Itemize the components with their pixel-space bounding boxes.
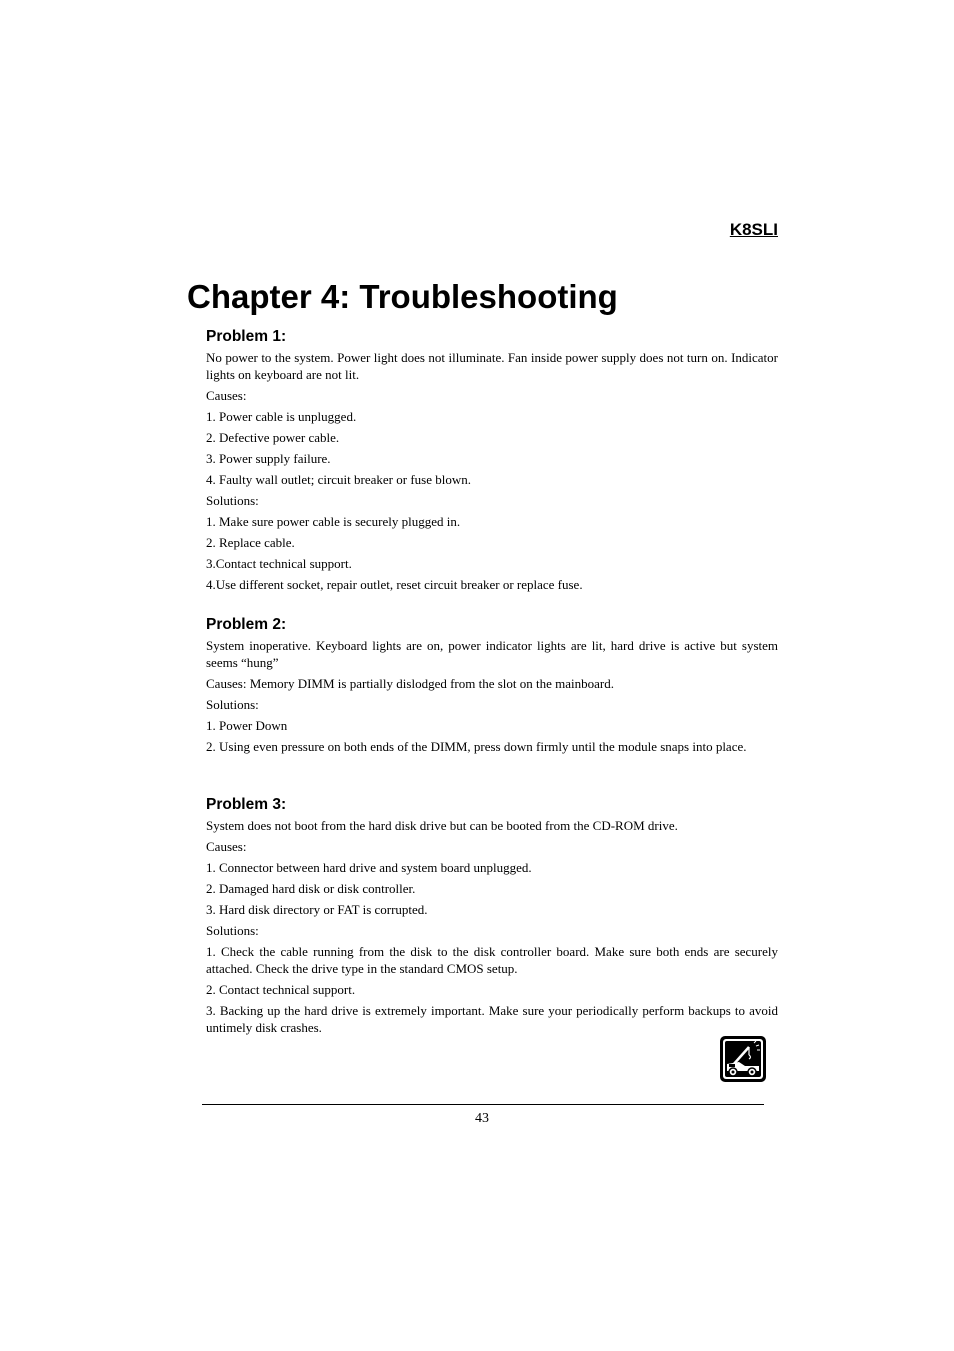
problem-1-section — [206, 328, 778, 597]
paragraph: 1. Power cable is unplugged. — [206, 409, 357, 424]
paragraph: 3.Contact technical support. — [206, 556, 352, 571]
problem-heading: Problem 2: — [206, 616, 287, 633]
paragraph: 1. Power Down — [206, 718, 288, 733]
paragraph: 2. Damaged hard disk or disk controller. — [206, 881, 416, 896]
paragraph: 2. Defective power cable. — [206, 430, 340, 445]
paragraph: System does not boot from the hard disk drive but can be booted from the CD-ROM drive. — [206, 818, 678, 833]
paragraph: 3. Power supply failure. — [206, 451, 331, 466]
footer-divider — [202, 1104, 764, 1105]
paragraph: 3. Backing up the hard drive is extremely important. Make sure your periodically perform backups to avoid untimely disk crashes. — [206, 1003, 778, 1035]
paragraph: Causes: — [206, 839, 247, 854]
problem-heading: Problem 3: — [206, 796, 287, 813]
paragraph: 2. Using even pressure on both ends of the DIMM, press down firmly until the module snaps into place. — [206, 739, 747, 754]
paragraph: 1. Make sure power cable is securely plugged in. — [206, 514, 461, 529]
paragraph: Solutions: — [206, 493, 259, 508]
paragraph: Solutions: — [206, 923, 259, 938]
problem-2-section — [206, 616, 778, 759]
problem-heading: Problem 1: — [206, 328, 287, 345]
page-number: 43 — [475, 1111, 489, 1126]
chapter-title: Chapter 4: Troubleshooting — [187, 278, 618, 315]
paragraph: 4. Faulty wall outlet; circuit breaker or fuse blown. — [206, 472, 471, 487]
paragraph: Causes: Memory DIMM is partially dislodged from the slot on the mainboard. — [206, 676, 614, 691]
problem-3-section — [206, 796, 778, 1040]
paragraph: Causes: — [206, 388, 247, 403]
model-header: K8SLI — [729, 220, 778, 239]
paragraph: No power to the system. Power light does not illuminate. Fan inside power supply does not turn on. Indicator lights on keyboard are not lit. — [206, 350, 778, 382]
tow-truck-icon — [719, 1035, 767, 1083]
paragraph: 3. Hard disk directory or FAT is corrupted. — [206, 902, 428, 917]
paragraph: 1. Check the cable running from the disk to the disk controller board. Make sure both ends are securely attached. Check the drive type in the standard CMOS setup. — [206, 944, 778, 976]
paragraph: System inoperative. Keyboard lights are on, power indicator lights are lit, hard drive is active but system seems “hung” — [206, 638, 778, 670]
paragraph: Solutions: — [206, 697, 259, 712]
paragraph: 1. Connector between hard drive and system board unplugged. — [206, 860, 532, 875]
paragraph: 4.Use different socket, repair outlet, reset circuit breaker or replace fuse. — [206, 577, 583, 592]
paragraph: 2. Contact technical support. — [206, 982, 356, 997]
paragraph: 2. Replace cable. — [206, 535, 295, 550]
